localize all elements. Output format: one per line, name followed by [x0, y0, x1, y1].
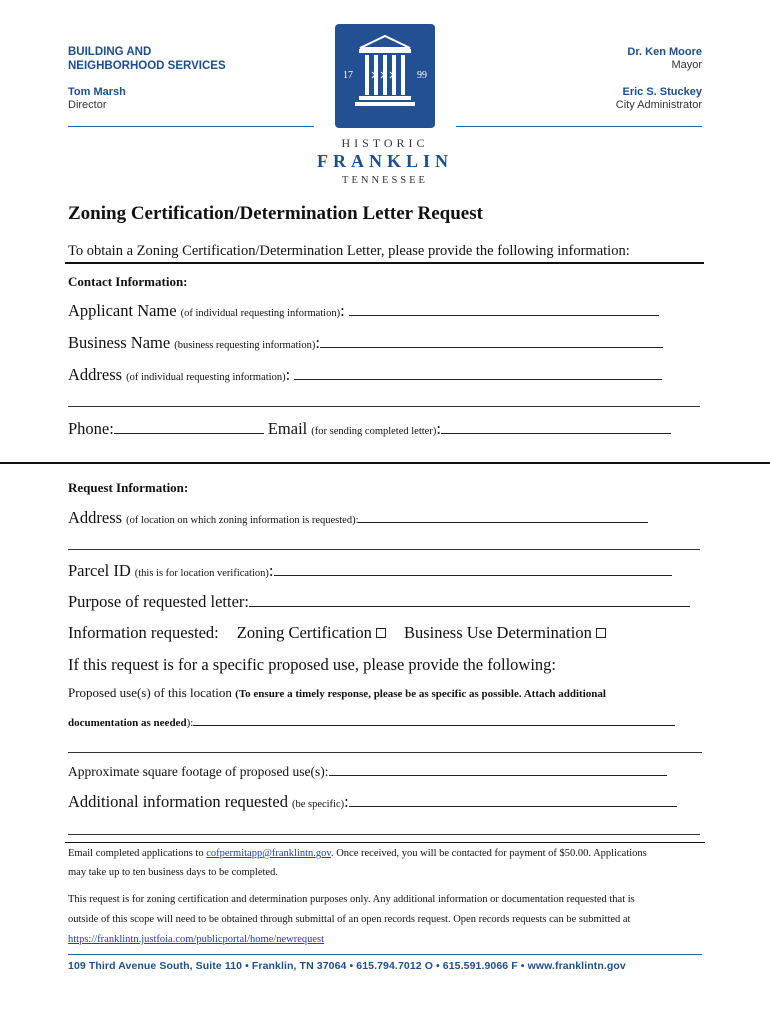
proposed-use-row: [68, 685, 606, 701]
business-name-note: (business requesting information): [174, 340, 316, 351]
contact-address-field-line2[interactable]: [68, 406, 700, 407]
proposed-use-row-2: documentation as needed):: [68, 713, 675, 731]
note-scope-line1: This request is for zoning certification and determination purposes only. Any additional information or documentation requested that is: [68, 894, 635, 905]
intro-divider: [65, 262, 704, 264]
parcel-id-note: (this is for location verification): [134, 568, 269, 579]
specific-use-row: [68, 655, 556, 675]
submission-email-link[interactable]: cofpermitapp@franklintn.gov: [206, 848, 331, 859]
logo-tennessee: TENNESSEE: [342, 175, 428, 186]
phone-label: Phone:: [68, 419, 114, 438]
contact-heading: Contact Information:: [68, 274, 188, 289]
department-line-2: NEIGHBORHOOD SERVICES: [68, 59, 226, 72]
additional-info-row: Additional information requested (be specific):: [68, 792, 677, 812]
proposed-use-label: Proposed use(s) of this location: [68, 685, 232, 700]
proposed-use-field[interactable]: [193, 715, 675, 726]
form-intro: To obtain a Zoning Certification/Determination Letter, please provide the following information:: [68, 243, 630, 259]
email-note: (for sending completed letter): [311, 426, 437, 437]
director-block: [68, 86, 126, 112]
purpose-label: Purpose of requested letter:: [68, 592, 249, 611]
information-requested-label: Information requested:: [68, 623, 219, 642]
contact-address-row: Address (of individual requesting information):: [68, 365, 662, 385]
mayor-title: Mayor: [671, 59, 702, 71]
header-rule-right: [456, 126, 702, 127]
applicant-name-field[interactable]: [349, 302, 659, 316]
request-address-field-line2[interactable]: [68, 549, 700, 550]
contact-address-field[interactable]: [294, 366, 662, 380]
parcel-id-label: Parcel ID: [68, 561, 131, 580]
proposed-use-note-cont: documentation as needed: [68, 717, 187, 729]
business-use-checkbox[interactable]: [596, 628, 606, 638]
logo-historic: HISTORIC: [341, 136, 429, 150]
administrator-title: City Administrator: [615, 99, 702, 111]
proposed-use-field-line2[interactable]: [68, 752, 702, 753]
zoning-certification-checkbox[interactable]: [376, 628, 386, 638]
phone-field[interactable]: [114, 420, 264, 434]
business-name-field[interactable]: [320, 334, 663, 348]
email-label: Email: [267, 419, 308, 438]
information-requested-row: [68, 623, 606, 643]
business-name-label: Business Name: [68, 333, 171, 352]
footer-rule: [68, 954, 702, 955]
square-footage-label: Approximate square footage of proposed use(s):: [68, 764, 329, 779]
parcel-id-field[interactable]: [274, 562, 672, 576]
email-field[interactable]: [441, 420, 671, 434]
director-name: Tom Marsh: [68, 86, 126, 98]
footer-contact-line: 109 Third Avenue South, Suite 110 • Franklin, TN 37064 • 615.794.7012 O • 615.591.9066 F • www.franklintn.gov: [68, 960, 626, 972]
mayor-block: [627, 46, 702, 72]
notes-divider: [65, 842, 705, 843]
form-title: Zoning Certification/Determination Letter Request: [68, 203, 483, 224]
proposed-use-note: (To ensure a timely response, please be as specific as possible. Attach additional: [235, 688, 606, 700]
purpose-field[interactable]: [249, 593, 690, 607]
request-address-field[interactable]: [358, 512, 648, 523]
request-address-note: (of location on which zoning information is requested): [126, 515, 356, 526]
business-name-row: Business Name (business requesting information):: [68, 333, 663, 353]
courthouse-logo-icon: [335, 24, 435, 128]
purpose-row: [68, 592, 690, 612]
phone-email-row: Phone: Email (for sending completed letter):: [68, 419, 671, 439]
note-scope-line2: outside of this scope will need to be obtained through submittal of an open records request. Open records requests can be submitted at: [68, 914, 631, 925]
note-payment-text: . Once received, you will be contacted for payment of $50.00. Applications: [330, 848, 647, 859]
additional-info-field[interactable]: [349, 793, 677, 807]
zoning-certification-label: Zoning Certification: [236, 623, 372, 642]
additional-info-field-line2[interactable]: [68, 834, 700, 835]
contact-address-note: (of individual requesting information): [126, 372, 286, 383]
request-heading: Request Information:: [68, 480, 189, 495]
contact-address-label: Address: [68, 365, 123, 384]
applicant-name-row: Applicant Name (of individual requesting information):: [68, 301, 659, 321]
square-footage-field[interactable]: [329, 765, 667, 776]
logo-year-left: 17: [343, 70, 353, 81]
applicant-name-label: Applicant Name: [68, 301, 177, 320]
note-processing-time: may take up to ten business days to be completed.: [68, 867, 278, 878]
parcel-row: Parcel ID (this is for location verification):: [68, 561, 672, 581]
specific-use-instruction: If this request is for a specific proposed use, please provide the following:: [68, 655, 556, 674]
mayor-name: Dr. Ken Moore: [627, 46, 702, 58]
header-rule-left: [68, 126, 314, 127]
administrator-name: Eric S. Stuckey: [622, 86, 702, 98]
department-name: [68, 46, 226, 73]
additional-info-label: Additional information requested: [68, 792, 288, 811]
logo-franklin: FRANKLIN: [316, 151, 453, 171]
logo-year-right: 99: [417, 70, 427, 81]
request-address-label: Address: [68, 508, 123, 527]
business-use-label: Business Use Determination: [403, 623, 592, 642]
additional-info-note: (be specific): [291, 799, 345, 810]
director-title: Director: [68, 99, 107, 111]
department-line-1: BUILDING AND: [68, 46, 152, 58]
note-email-text: Email completed applications to: [68, 848, 207, 859]
section-divider: [0, 462, 770, 464]
square-footage-row: [68, 764, 667, 780]
note-email-line1: [68, 848, 647, 859]
administrator-block: [616, 86, 702, 112]
request-address-row: Address (of location on which zoning information is requested):: [68, 508, 648, 528]
applicant-name-note: (of individual requesting information): [180, 308, 341, 319]
open-records-link[interactable]: https://franklintn.justfoia.com/publicportal/home/newrequest: [68, 934, 325, 945]
